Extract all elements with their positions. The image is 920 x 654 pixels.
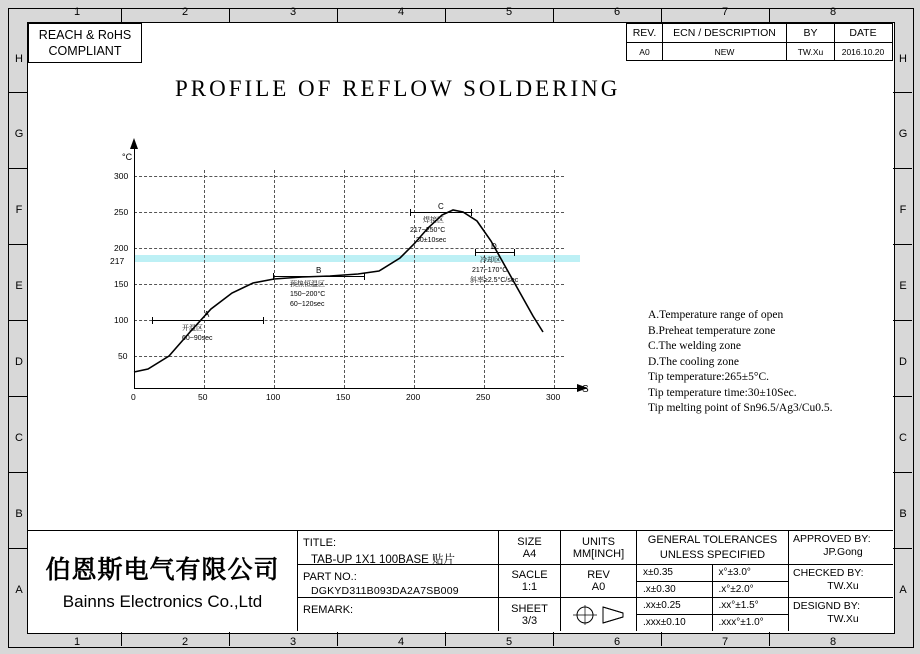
tolerance-row <box>637 565 788 582</box>
size-cell <box>499 531 560 565</box>
compliance-line2: COMPLIANT <box>48 44 122 58</box>
zone-d-letter: D <box>491 242 497 251</box>
revision-header-row <box>627 24 892 43</box>
scale-value: 1:1 <box>521 581 538 593</box>
checked-value: TW.Xu <box>827 580 859 592</box>
title-label: TITLE: <box>303 537 337 549</box>
size-value: A4 <box>522 547 537 560</box>
frame-tick <box>8 472 27 473</box>
frame-tick <box>893 548 912 549</box>
xtick-300: 300 <box>546 392 561 402</box>
zone-c-line1: 217~250°C <box>410 227 446 234</box>
signature-block <box>788 531 893 631</box>
ytick-200: 200 <box>114 243 129 253</box>
zone-b-line2: 60~120sec <box>290 301 325 308</box>
zone-a-cap-right <box>263 317 264 324</box>
colmark-top-6: 6 <box>613 6 621 18</box>
tolerance-header <box>637 531 788 565</box>
colmark-bottom-6: 6 <box>613 636 621 648</box>
rowmark-left-F: F <box>15 204 23 216</box>
frame-tick <box>893 320 912 321</box>
frame-tick <box>337 8 338 22</box>
legend-line-5: Tip temperature:265±5°C. <box>648 371 770 383</box>
checked-label: CHECKED BY: <box>793 567 864 579</box>
checked-row <box>789 565 893 598</box>
zone-d-cap-left <box>475 249 476 256</box>
frame-tick <box>229 632 230 646</box>
frame-tick <box>445 8 446 22</box>
zone-b-cap-left <box>273 273 274 280</box>
company-name-en: Bainns Electronics Co.,Ltd <box>62 592 263 611</box>
rowmark-left-G: G <box>14 128 24 140</box>
tolerance-angular-3: .xx°±1.5° <box>718 600 759 612</box>
rev-label: REV <box>587 569 610 581</box>
colmark-bottom-4: 4 <box>397 636 405 648</box>
rev-value: A0 <box>591 581 606 593</box>
revision-cell-ecn: NEW <box>663 43 787 61</box>
zone-d-line2: 斜率≥2.5°C/sec <box>470 277 519 284</box>
title-info-block <box>298 531 498 631</box>
zone-d-line1: 217~170°C <box>472 267 508 274</box>
legend-line-1: A.Temperature range of open <box>648 309 784 321</box>
title-value: TAB-UP 1X1 100BASE 贴片 <box>311 554 456 566</box>
compliance-box <box>28 23 142 63</box>
colmark-bottom-2: 2 <box>181 636 189 648</box>
tolerance-angular-1: x°±3.0° <box>718 567 751 579</box>
compliance-line1: REACH & RoHS <box>38 28 132 42</box>
zone-a-name: 开温区 <box>182 325 203 332</box>
title-block <box>28 530 893 631</box>
legend-line-2: B.Preheat temperature zone <box>648 324 776 337</box>
colmark-bottom-1: 1 <box>73 636 81 648</box>
units-value: MM[INCH] <box>572 547 625 560</box>
tolerance-linear-4: .xxx±0.10 <box>637 615 713 632</box>
colmark-bottom-5: 5 <box>505 636 513 648</box>
units-rev-projection-block <box>560 531 636 631</box>
profile-curve <box>120 130 580 410</box>
company-logo-block <box>28 531 298 631</box>
tolerance-head-line1: GENERAL TOLERANCES <box>647 533 778 546</box>
zone-c-line2: 30±10sec <box>416 237 447 244</box>
frame-tick <box>553 632 554 646</box>
frame-tick <box>445 632 446 646</box>
ytick-150: 150 <box>114 279 129 289</box>
x-axis-unit-label: S <box>582 384 589 395</box>
partno-row <box>298 565 498 598</box>
zone-d-name: 冷却区 <box>480 257 501 264</box>
company-name-cn: 伯恩斯电气有限公司 <box>45 556 280 584</box>
designd-value: TW.Xu <box>827 613 859 625</box>
approved-value: JP.Gong <box>823 546 863 558</box>
xtick-100: 100 <box>266 392 281 402</box>
frame-tick <box>893 92 912 93</box>
ytick-50: 50 <box>118 351 128 361</box>
zone-c-name: 焊接区 <box>423 217 444 224</box>
first-angle-projection-icon <box>569 603 629 627</box>
rowmark-left-C: C <box>15 432 23 444</box>
xtick-50: 50 <box>198 392 208 402</box>
frame-tick <box>893 396 912 397</box>
tolerance-linear-2: .x±0.30 <box>637 582 713 598</box>
rowmark-right-D: D <box>899 356 907 368</box>
revision-header-rev: REV. <box>627 24 663 42</box>
revision-header-by: BY <box>787 24 835 42</box>
y-axis-unit-label: °C <box>122 152 133 162</box>
rowmark-right-B: B <box>899 508 907 520</box>
zone-b-line1: 150~200°C <box>290 291 326 298</box>
revision-cell-by: TW.Xu <box>787 43 835 61</box>
approved-row <box>789 531 893 565</box>
revision-header-ecn: ECN / DESCRIPTION <box>663 24 787 42</box>
rowmark-right-A: A <box>899 584 907 596</box>
zone-b-cap-right <box>364 273 365 280</box>
ytick-250: 250 <box>114 207 129 217</box>
zone-c-letter: C <box>438 202 444 211</box>
frame-tick <box>769 8 770 22</box>
projection-symbol-cell <box>561 598 636 631</box>
units-label: UNITS <box>582 535 615 548</box>
colmark-top-3: 3 <box>289 6 297 18</box>
frame-tick <box>8 168 27 169</box>
scale-label: SACLE <box>511 569 548 581</box>
remark-row <box>298 598 498 631</box>
rowmark-left-E: E <box>15 280 23 292</box>
zone-a-span <box>152 320 264 321</box>
units-cell <box>561 531 636 565</box>
zone-c-span <box>410 212 472 213</box>
frame-tick <box>337 632 338 646</box>
frame-tick <box>229 8 230 22</box>
colmark-top-2: 2 <box>181 6 189 18</box>
legend-block <box>648 308 833 417</box>
legend-line-7: Tip melting point of Sn96.5/Ag3/Cu0.5. <box>648 402 833 414</box>
frame-tick <box>661 8 662 22</box>
tolerance-angular-2: .x°±2.0° <box>718 583 754 595</box>
colmark-top-7: 7 <box>721 6 729 18</box>
zone-a-line1: 60~90sec <box>182 335 213 342</box>
colmark-bottom-7: 7 <box>721 636 729 648</box>
xtick-0: 0 <box>131 392 136 402</box>
partno-label: PART NO.: <box>303 571 357 583</box>
zone-d-span <box>475 252 515 253</box>
colmark-bottom-8: 8 <box>829 636 837 648</box>
designd-label: DESIGND BY: <box>793 600 861 612</box>
rowmark-right-E: E <box>899 280 907 292</box>
frame-tick <box>8 320 27 321</box>
colmark-top-1: 1 <box>73 6 81 18</box>
page-title: PROFILE OF REFLOW SOLDERING <box>175 76 621 101</box>
tolerance-head-line2: UNLESS SPECIFIED <box>659 548 766 561</box>
title-row <box>298 531 498 565</box>
frame-tick <box>8 548 27 549</box>
frame-tick <box>893 244 912 245</box>
xtick-250: 250 <box>476 392 491 402</box>
colmark-top-4: 4 <box>397 6 405 18</box>
frame-tick <box>121 8 122 22</box>
frame-tick <box>8 396 27 397</box>
rowmark-right-C: C <box>899 432 907 444</box>
frame-tick <box>661 632 662 646</box>
revision-table <box>626 23 893 61</box>
zone-b-letter: B <box>316 266 322 275</box>
rowmark-left-H: H <box>15 53 23 65</box>
revision-header-date: DATE <box>849 27 877 39</box>
frame-tick <box>553 8 554 22</box>
tolerance-linear-3: .xx±0.25 <box>637 598 713 614</box>
colmark-top-5: 5 <box>505 6 513 18</box>
frame-tick <box>121 632 122 646</box>
zone-c-cap-right <box>471 209 472 216</box>
sheet-label: SHEET <box>511 602 548 615</box>
ytick-100: 100 <box>114 315 129 325</box>
zone-b-span <box>273 276 365 277</box>
tolerance-row <box>637 598 788 615</box>
tolerance-row <box>637 615 788 632</box>
frame-tick <box>893 168 912 169</box>
rowmark-left-D: D <box>15 356 23 368</box>
frame-tick <box>8 92 27 93</box>
legend-line-6: Tip temperature time:30±10Sec. <box>648 386 797 399</box>
sheet-value: 3/3 <box>521 614 538 627</box>
revision-cell-date: 2016.10.20 <box>841 47 885 57</box>
size-label: SIZE <box>517 535 542 548</box>
rowmark-right-F: F <box>899 204 907 216</box>
designd-row <box>789 598 893 631</box>
legend-line-3: C.The welding zone <box>648 340 741 352</box>
xtick-200: 200 <box>406 392 421 402</box>
rowmark-right-G: G <box>898 128 908 140</box>
scale-cell <box>499 565 560 598</box>
zone-c-cap-left <box>410 209 411 216</box>
ytick-300: 300 <box>114 171 129 181</box>
size-scale-sheet-block <box>498 531 560 631</box>
revision-cell-rev: A0 <box>627 43 663 61</box>
rowmark-left-A: A <box>15 584 23 596</box>
frame-tick <box>8 244 27 245</box>
reflow-profile-chart <box>110 130 589 410</box>
zone-d-cap-right <box>514 249 515 256</box>
partno-value: DGKYD311B093DA2A7SB009 <box>311 585 459 597</box>
rev-cell <box>561 565 636 598</box>
tolerance-block <box>636 531 788 631</box>
zone-a-cap-left <box>152 317 153 324</box>
zone-a-letter: A <box>204 310 210 319</box>
rowmark-left-B: B <box>15 508 23 520</box>
remark-label: REMARK: <box>303 604 354 616</box>
tolerance-row <box>637 582 788 599</box>
tolerance-angular-4: .xxx°±1.0° <box>718 617 764 629</box>
zone-b-name: 预热恒温区 <box>290 281 325 288</box>
frame-tick <box>769 632 770 646</box>
rowmark-right-H: H <box>899 53 907 65</box>
xtick-150: 150 <box>336 392 351 402</box>
frame-tick <box>893 472 912 473</box>
revision-row <box>627 43 892 61</box>
tolerance-linear-1: x±0.35 <box>637 565 713 581</box>
approved-label: APPROVED BY: <box>793 533 871 545</box>
colmark-top-8: 8 <box>829 6 837 18</box>
colmark-bottom-3: 3 <box>289 636 297 648</box>
liquidus-label: 217 <box>110 256 125 266</box>
sheet-cell <box>499 598 560 631</box>
legend-line-4: D.The cooling zone <box>648 355 740 368</box>
